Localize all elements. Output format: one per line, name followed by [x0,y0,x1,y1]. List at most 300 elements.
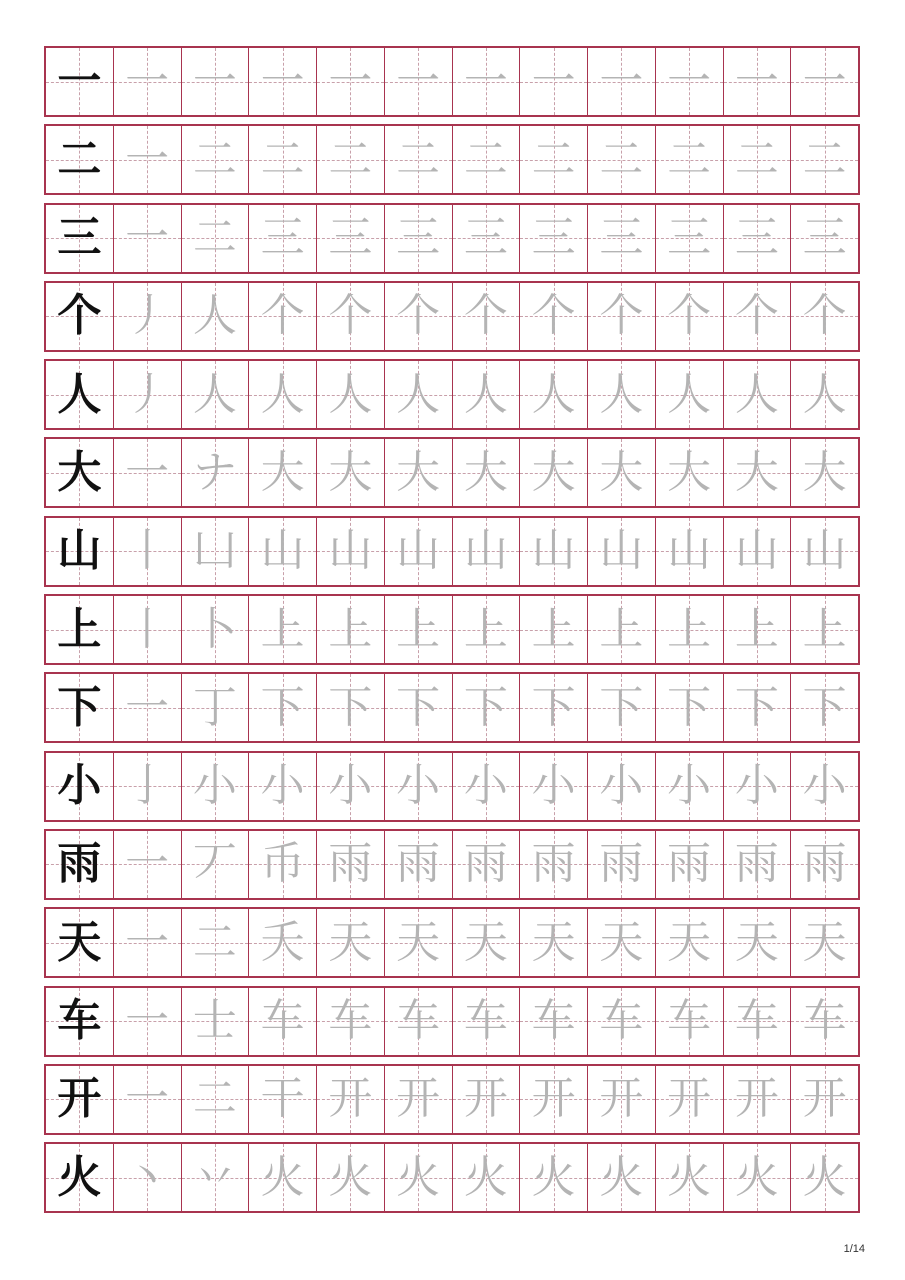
practice-row [44,594,860,665]
trace-cell [385,205,453,272]
trace-cell [453,831,521,898]
trace-character: 二 [260,133,305,185]
trace-character: 夭 [260,916,305,968]
trace-cell [588,674,656,741]
trace-cell [317,988,385,1055]
trace-cell [724,831,792,898]
trace-cell [791,518,858,585]
trace-character: 车 [734,995,779,1047]
trace-cell [588,518,656,585]
trace-character: 人 [260,368,305,420]
trace-character: 大 [599,446,644,498]
trace-character: 小 [531,760,576,812]
trace-character: 三 [667,212,712,264]
trace-cell [791,988,858,1055]
trace-cell [520,988,588,1055]
trace-cell [385,126,453,193]
model-character: 天 [57,916,102,968]
trace-cell [385,1144,453,1211]
trace-character: 三 [328,212,373,264]
trace-cell [317,439,385,506]
model-character-cell [46,126,114,193]
trace-cell [520,909,588,976]
trace-cell [249,596,317,663]
trace-cell [317,48,385,115]
trace-cell [114,674,182,741]
trace-cell [317,909,385,976]
practice-row [44,437,860,508]
trace-cell [385,1066,453,1133]
trace-cell [791,1144,858,1211]
trace-cell [453,596,521,663]
trace-character: 山 [328,525,373,577]
trace-cell [656,48,724,115]
trace-cell [791,439,858,506]
trace-character: 火 [802,1151,847,1203]
trace-character: 上 [396,603,441,655]
model-character-cell [46,596,114,663]
trace-cell [249,831,317,898]
trace-cell [182,361,250,428]
trace-cell [182,439,250,506]
trace-character: 二 [599,133,644,185]
trace-character: 开 [396,1073,441,1125]
trace-character: 天 [396,916,441,968]
trace-character: 一 [463,55,508,107]
trace-cell [114,48,182,115]
trace-character: 小 [734,760,779,812]
practice-row [44,124,860,195]
model-character: 三 [57,212,102,264]
trace-character: 开 [328,1073,373,1125]
trace-character: 大 [260,446,305,498]
trace-character: 开 [667,1073,712,1125]
trace-cell [791,753,858,820]
trace-cell [317,518,385,585]
trace-cell [385,831,453,898]
trace-character: 车 [463,995,508,1047]
trace-cell [520,831,588,898]
trace-cell [656,674,724,741]
trace-cell [791,283,858,350]
model-character-cell [46,674,114,741]
practice-row [44,829,860,900]
trace-character: 一 [192,55,237,107]
trace-character: 一 [667,55,712,107]
trace-cell [114,518,182,585]
trace-cell [114,1144,182,1211]
trace-character: 个 [599,290,644,342]
trace-character: 丷 [192,1151,237,1203]
trace-cell [182,909,250,976]
trace-cell [724,1066,792,1133]
trace-cell [182,126,250,193]
trace-character: 大 [802,446,847,498]
trace-cell [249,361,317,428]
trace-character: 车 [599,995,644,1047]
trace-character: 上 [599,603,644,655]
trace-cell [182,48,250,115]
trace-cell [724,1144,792,1211]
practice-row [44,359,860,430]
trace-cell [317,674,385,741]
trace-character: 二 [802,133,847,185]
trace-cell [656,831,724,898]
trace-cell [385,518,453,585]
trace-cell [317,1144,385,1211]
trace-cell [588,753,656,820]
trace-character: 一 [260,55,305,107]
trace-cell [385,909,453,976]
trace-character: 山 [734,525,779,577]
trace-cell [520,361,588,428]
trace-character: 下 [802,681,847,733]
trace-character: 下 [531,681,576,733]
trace-cell [791,48,858,115]
trace-cell [520,674,588,741]
trace-cell [791,596,858,663]
trace-character: 一 [125,916,170,968]
trace-character: 一 [125,838,170,890]
trace-character: 二 [734,133,779,185]
trace-character: 小 [802,760,847,812]
trace-character: 小 [260,760,305,812]
trace-character: 下 [667,681,712,733]
model-character-cell [46,1066,114,1133]
model-character-cell [46,361,114,428]
trace-character: 上 [463,603,508,655]
trace-cell [656,596,724,663]
trace-cell [182,988,250,1055]
trace-character: 天 [599,916,644,968]
trace-cell [114,283,182,350]
trace-character: 一 [734,55,779,107]
trace-character: 山 [396,525,441,577]
trace-character: 人 [734,368,779,420]
trace-cell [182,674,250,741]
trace-character: 丨 [125,525,170,577]
practice-row [44,1064,860,1135]
trace-character: 二 [192,1073,237,1125]
trace-character: 一 [328,55,373,107]
trace-character: 三 [463,212,508,264]
trace-character: 二 [192,212,237,264]
trace-cell [453,753,521,820]
trace-cell [317,126,385,193]
trace-character: 小 [192,760,237,812]
trace-cell [453,48,521,115]
trace-character: 大 [667,446,712,498]
trace-cell [724,205,792,272]
trace-character: 火 [260,1151,305,1203]
trace-cell [453,283,521,350]
trace-character: 山 [667,525,712,577]
trace-cell [791,674,858,741]
trace-character: 山 [260,525,305,577]
trace-cell [724,126,792,193]
trace-cell [182,753,250,820]
trace-character: 下 [260,681,305,733]
trace-cell [385,674,453,741]
trace-character: 三 [531,212,576,264]
trace-character: 雨 [328,838,373,890]
trace-cell [453,909,521,976]
trace-cell [724,596,792,663]
trace-character: 人 [328,368,373,420]
trace-character: 下 [463,681,508,733]
trace-cell [588,988,656,1055]
trace-cell [588,48,656,115]
trace-cell [182,1144,250,1211]
model-character-cell [46,753,114,820]
trace-cell [317,361,385,428]
trace-character: 丨 [125,603,170,655]
trace-cell [453,988,521,1055]
trace-cell [317,283,385,350]
trace-cell [520,126,588,193]
trace-cell [791,205,858,272]
trace-character: 火 [396,1151,441,1203]
trace-character: 天 [531,916,576,968]
trace-character: 二 [192,133,237,185]
trace-cell [724,361,792,428]
trace-character: 上 [802,603,847,655]
model-character-cell [46,518,114,585]
trace-character: 二 [463,133,508,185]
trace-character: 二 [328,133,373,185]
model-character: 山 [57,525,102,577]
trace-character: 个 [734,290,779,342]
trace-cell [249,988,317,1055]
trace-cell [249,518,317,585]
trace-character: 个 [260,290,305,342]
trace-character: 山 [463,525,508,577]
model-character-cell [46,439,114,506]
trace-character: 一 [125,681,170,733]
trace-cell [453,1144,521,1211]
trace-character: 人 [667,368,712,420]
trace-cell [588,1144,656,1211]
trace-cell [249,205,317,272]
trace-cell [114,988,182,1055]
model-character: 人 [57,368,102,420]
practice-row [44,1142,860,1213]
trace-character: 大 [396,446,441,498]
trace-character: 下 [734,681,779,733]
trace-character: 车 [328,995,373,1047]
model-character: 个 [57,290,102,342]
trace-character: 二 [667,133,712,185]
trace-cell [249,674,317,741]
trace-cell [317,1066,385,1133]
trace-character: 一 [125,1073,170,1125]
trace-character: 车 [396,995,441,1047]
trace-cell [588,126,656,193]
model-character-cell [46,48,114,115]
trace-character: 丶 [125,1151,170,1203]
trace-cell [520,753,588,820]
trace-cell [588,361,656,428]
trace-character: 火 [734,1151,779,1203]
trace-cell [656,283,724,350]
trace-character: 雨 [734,838,779,890]
trace-cell [520,596,588,663]
trace-cell [114,439,182,506]
trace-character: 上 [531,603,576,655]
trace-cell [114,126,182,193]
trace-cell [453,205,521,272]
trace-character: 大 [463,446,508,498]
practice-row [44,203,860,274]
trace-character: 雨 [599,838,644,890]
trace-cell [249,439,317,506]
trace-cell [114,831,182,898]
trace-character: 下 [599,681,644,733]
trace-character: 小 [328,760,373,812]
trace-cell [588,283,656,350]
trace-character: 三 [396,212,441,264]
trace-cell [317,596,385,663]
trace-character: 丿 [125,290,170,342]
trace-character: 天 [802,916,847,968]
trace-cell [588,1066,656,1133]
trace-character: 小 [396,760,441,812]
model-character: 下 [57,681,102,733]
trace-character: 个 [328,290,373,342]
trace-character: 一 [125,212,170,264]
trace-character: 开 [463,1073,508,1125]
trace-character: 车 [531,995,576,1047]
trace-character: 个 [531,290,576,342]
trace-character: 二 [192,916,237,968]
trace-cell [385,596,453,663]
trace-cell [656,1066,724,1133]
trace-cell [249,283,317,350]
trace-cell [791,831,858,898]
trace-cell [791,361,858,428]
trace-cell [385,361,453,428]
trace-cell [385,439,453,506]
trace-cell [588,831,656,898]
trace-cell [520,518,588,585]
practice-row [44,672,860,743]
trace-cell [520,1066,588,1133]
practice-row [44,907,860,978]
trace-cell [656,439,724,506]
model-character: 车 [57,995,102,1047]
trace-character: 雨 [802,838,847,890]
trace-character: 丿 [125,368,170,420]
trace-character: 车 [802,995,847,1047]
trace-character: 开 [531,1073,576,1125]
trace-character: 二 [396,133,441,185]
trace-character: 天 [734,916,779,968]
trace-cell [588,596,656,663]
trace-cell [317,753,385,820]
trace-character: 大 [734,446,779,498]
trace-character: 开 [802,1073,847,1125]
trace-cell [249,753,317,820]
trace-character: 火 [599,1151,644,1203]
trace-cell [656,1144,724,1211]
trace-character: 上 [667,603,712,655]
trace-character: 下 [328,681,373,733]
practice-row [44,516,860,587]
trace-character: 个 [396,290,441,342]
trace-cell [249,1066,317,1133]
trace-character: 天 [328,916,373,968]
trace-character: 币 [260,838,305,890]
trace-character: 个 [802,290,847,342]
trace-character: 雨 [463,838,508,890]
trace-character: 三 [734,212,779,264]
model-character: 雨 [57,838,102,890]
trace-character: 上 [328,603,373,655]
trace-character: 干 [260,1073,305,1125]
trace-character: 士 [192,995,237,1047]
trace-cell [114,753,182,820]
trace-cell [249,48,317,115]
model-character-cell [46,1144,114,1211]
trace-character: 人 [192,290,237,342]
trace-cell [656,909,724,976]
model-character-cell [46,831,114,898]
trace-character: 天 [463,916,508,968]
trace-cell [724,909,792,976]
trace-cell [114,205,182,272]
model-character: 上 [57,603,102,655]
trace-cell [791,126,858,193]
trace-character: 一 [599,55,644,107]
model-character-cell [46,205,114,272]
trace-character: ナ [192,446,237,498]
trace-character: 车 [667,995,712,1047]
trace-cell [182,596,250,663]
trace-cell [520,1144,588,1211]
trace-cell [656,518,724,585]
trace-cell [114,909,182,976]
trace-cell [588,439,656,506]
trace-cell [724,988,792,1055]
trace-cell [453,439,521,506]
trace-character: 卜 [192,603,237,655]
trace-cell [656,753,724,820]
trace-cell [453,1066,521,1133]
trace-character: 火 [463,1151,508,1203]
trace-character: 开 [599,1073,644,1125]
trace-cell [588,205,656,272]
trace-cell [249,909,317,976]
trace-cell [656,988,724,1055]
model-character: 火 [57,1151,102,1203]
trace-cell [249,126,317,193]
trace-cell [385,753,453,820]
trace-character: 三 [802,212,847,264]
trace-cell [791,909,858,976]
trace-cell [317,205,385,272]
practice-row [44,46,860,117]
trace-character: 人 [396,368,441,420]
trace-character: 一 [531,55,576,107]
trace-character: 上 [260,603,305,655]
trace-cell [385,988,453,1055]
trace-cell [317,831,385,898]
trace-character: 大 [531,446,576,498]
trace-character: 个 [667,290,712,342]
trace-cell [520,439,588,506]
trace-cell [453,674,521,741]
trace-character: 天 [667,916,712,968]
